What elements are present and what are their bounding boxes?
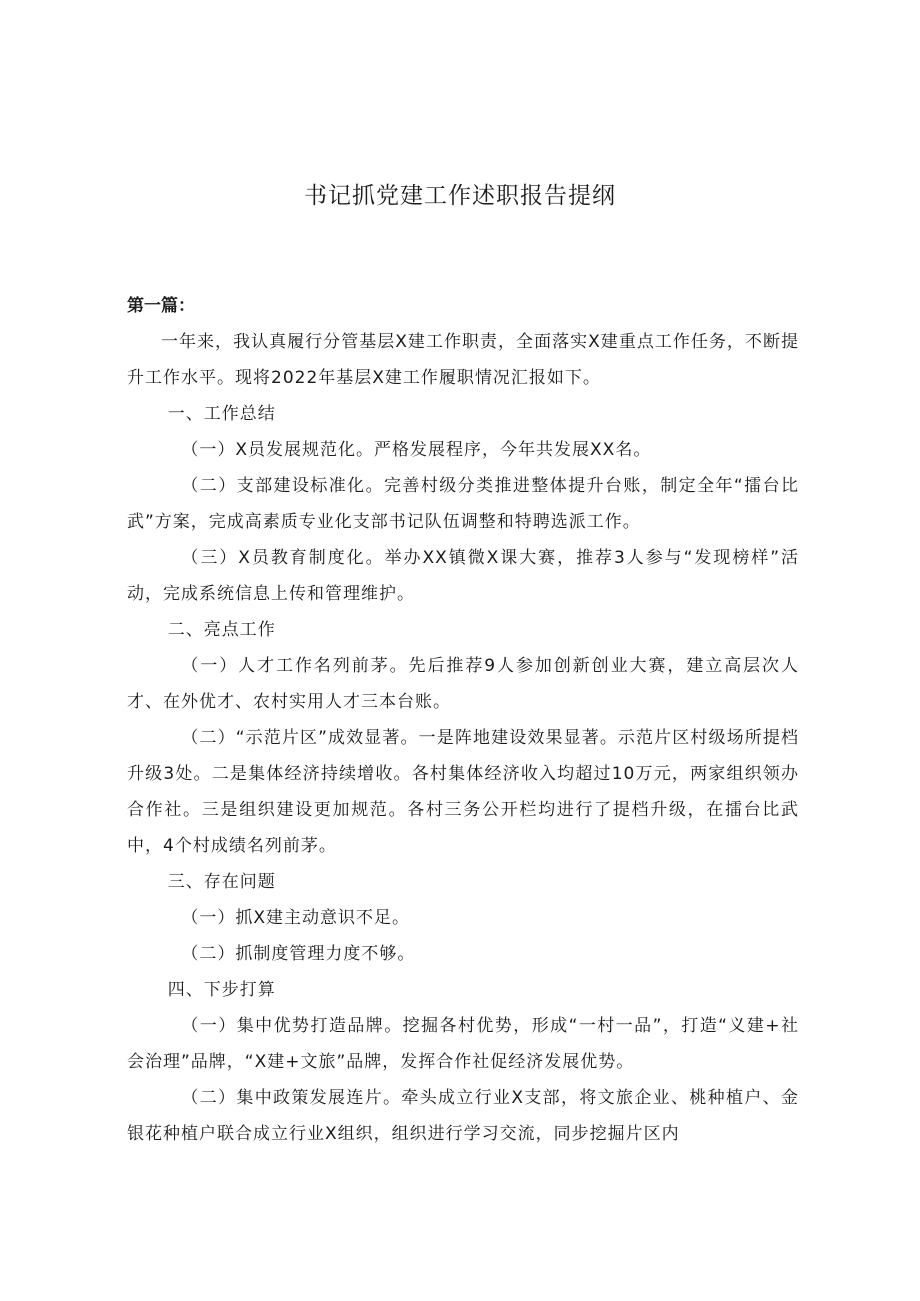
problem-item-2: （二）抓制度管理力度不够。	[181, 944, 416, 964]
section-heading-plans: 四、下步打算	[167, 980, 276, 1000]
plan-item-1: （一）集中优势打造品牌。挖掘各村优势，形成“一村一品”，打造“义建+社会治理”品牌，“X建+文旅”品牌，发挥合作社促经济发展优势。	[127, 1016, 799, 1072]
summary-item-1: （一）X员发展规范化。严格发展程序，今年共发展XX名。	[181, 440, 652, 460]
summary-item-2: （二）支部建设标准化。完善村级分类推进整体提升台账，制定全年“擂台比武”方案，完成高素质专业化支部书记队伍调整和特聘选派工作。	[127, 476, 799, 532]
section-heading-summary: 一、工作总结	[167, 404, 276, 424]
intro-paragraph: 一年来，我认真履行分管基层X建工作职责，全面落实X建重点工作任务，不断提升工作水平。现将2022年基层X建工作履职情况汇报如下。	[127, 332, 799, 388]
document-title: 书记抓党建工作述职报告提纲	[304, 183, 616, 209]
section-heading-highlights: 二、亮点工作	[167, 620, 276, 640]
highlight-item-2: （二）“示范片区”成效显著。一是阵地建设效果显著。示范片区村级场所提档升级3处。二是集体经济持续增收。各村集体经济收入均超过10万元，两家组织领办合作社。三是组织建设更加规范。各村三务公开栏均进行了提档升级，在擂台比武中，4个村成绩名列前茅。	[127, 728, 799, 856]
plan-item-2: （二）集中政策发展连片。牵头成立行业X支部，将文旅企业、桃种植户、金银花种植户联合成立行业X组织，组织进行学习交流，同步挖掘片区内	[127, 1088, 799, 1144]
section-label: 第一篇：	[127, 296, 195, 316]
highlight-item-1: （一）人才工作名列前茅。先后推荐9人参加创新创业大赛，建立高层次人才、在外优才、农村实用人才三本台账。	[127, 656, 799, 712]
document-body	[127, 288, 799, 1152]
section-heading-problems: 三、存在问题	[167, 872, 276, 892]
problem-item-1: （一）抓X建主动意识不足。	[181, 908, 411, 928]
summary-item-3: （三）X员教育制度化。举办XX镇微X课大赛，推荐3人参与“发现榜样”活动，完成系统信息上传和管理维护。	[127, 548, 799, 604]
